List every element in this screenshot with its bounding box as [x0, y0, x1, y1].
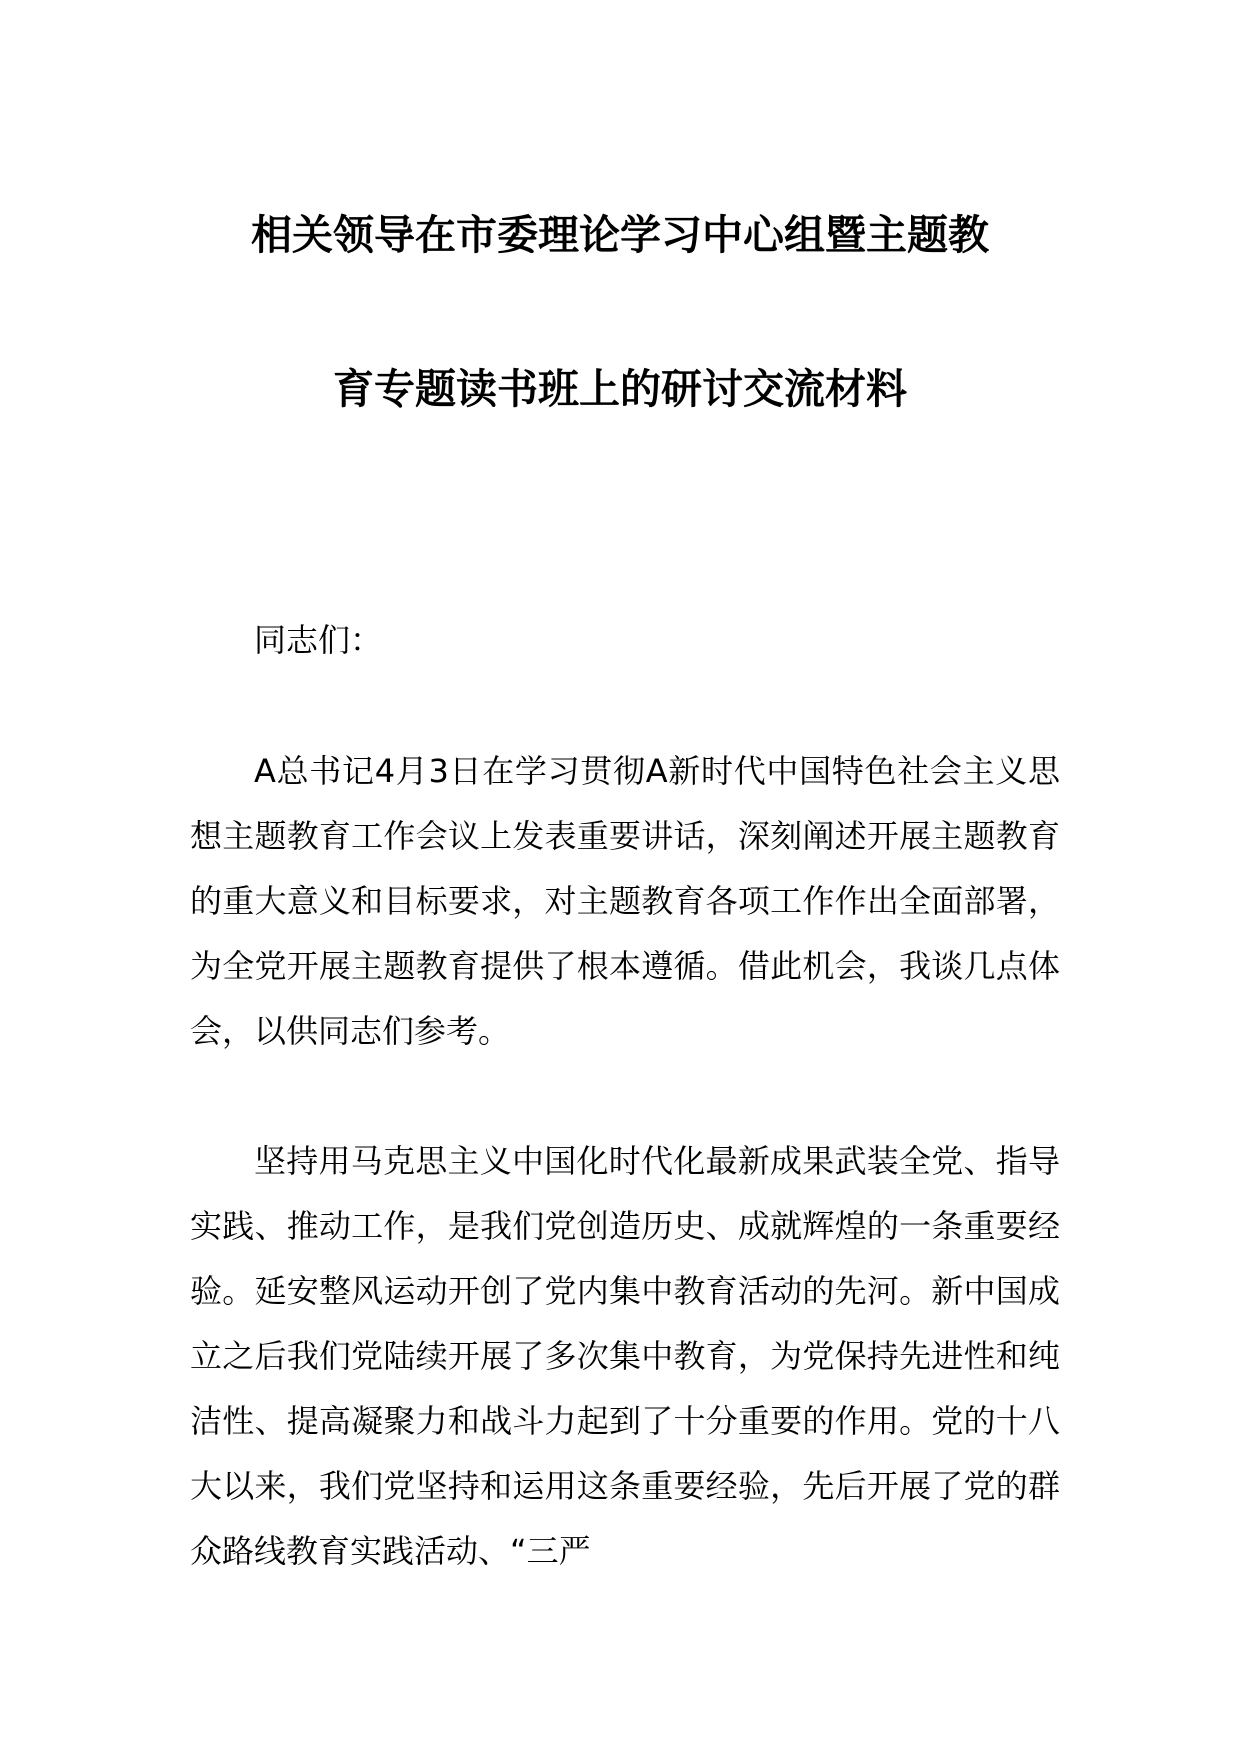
document-title-line-1: 相关领导在市委理论学习中心组暨主题教 [251, 211, 989, 259]
document-title-line-2: 育专题读书班上的研讨交流材料 [333, 365, 907, 413]
body-paragraph-2: 坚持用马克思主义中国化时代化最新成果武装全党、指导实践、推动工作，是我们党创造历史、成就辉煌的一条重要经验。延安整风运动开创了党内集中教育活动的先河。新中国成立之后我们党陆续开展了多次集中教育，为党保持先进性和纯洁性、提高凝聚力和战斗力起到了十分重要的作用。党的十八大以来，我们党坚持和运用这条重要经验，先后开展了党的群众路线教育实践活动、“三严 [190, 1142, 1060, 1570]
body-paragraph-1: A总书记4月3日在学习贯彻A新时代中国特色社会主义思想主题教育工作会议上发表重要讲话，深刻阐述开展主题教育的重大意义和目标要求，对主题教育各项工作作出全面部署，为全党开展主题教育提供了根本遵循。借此机会，我谈几点体会，以供同志们参考。 [190, 752, 1060, 1050]
salutation: 同志们： [254, 621, 383, 659]
